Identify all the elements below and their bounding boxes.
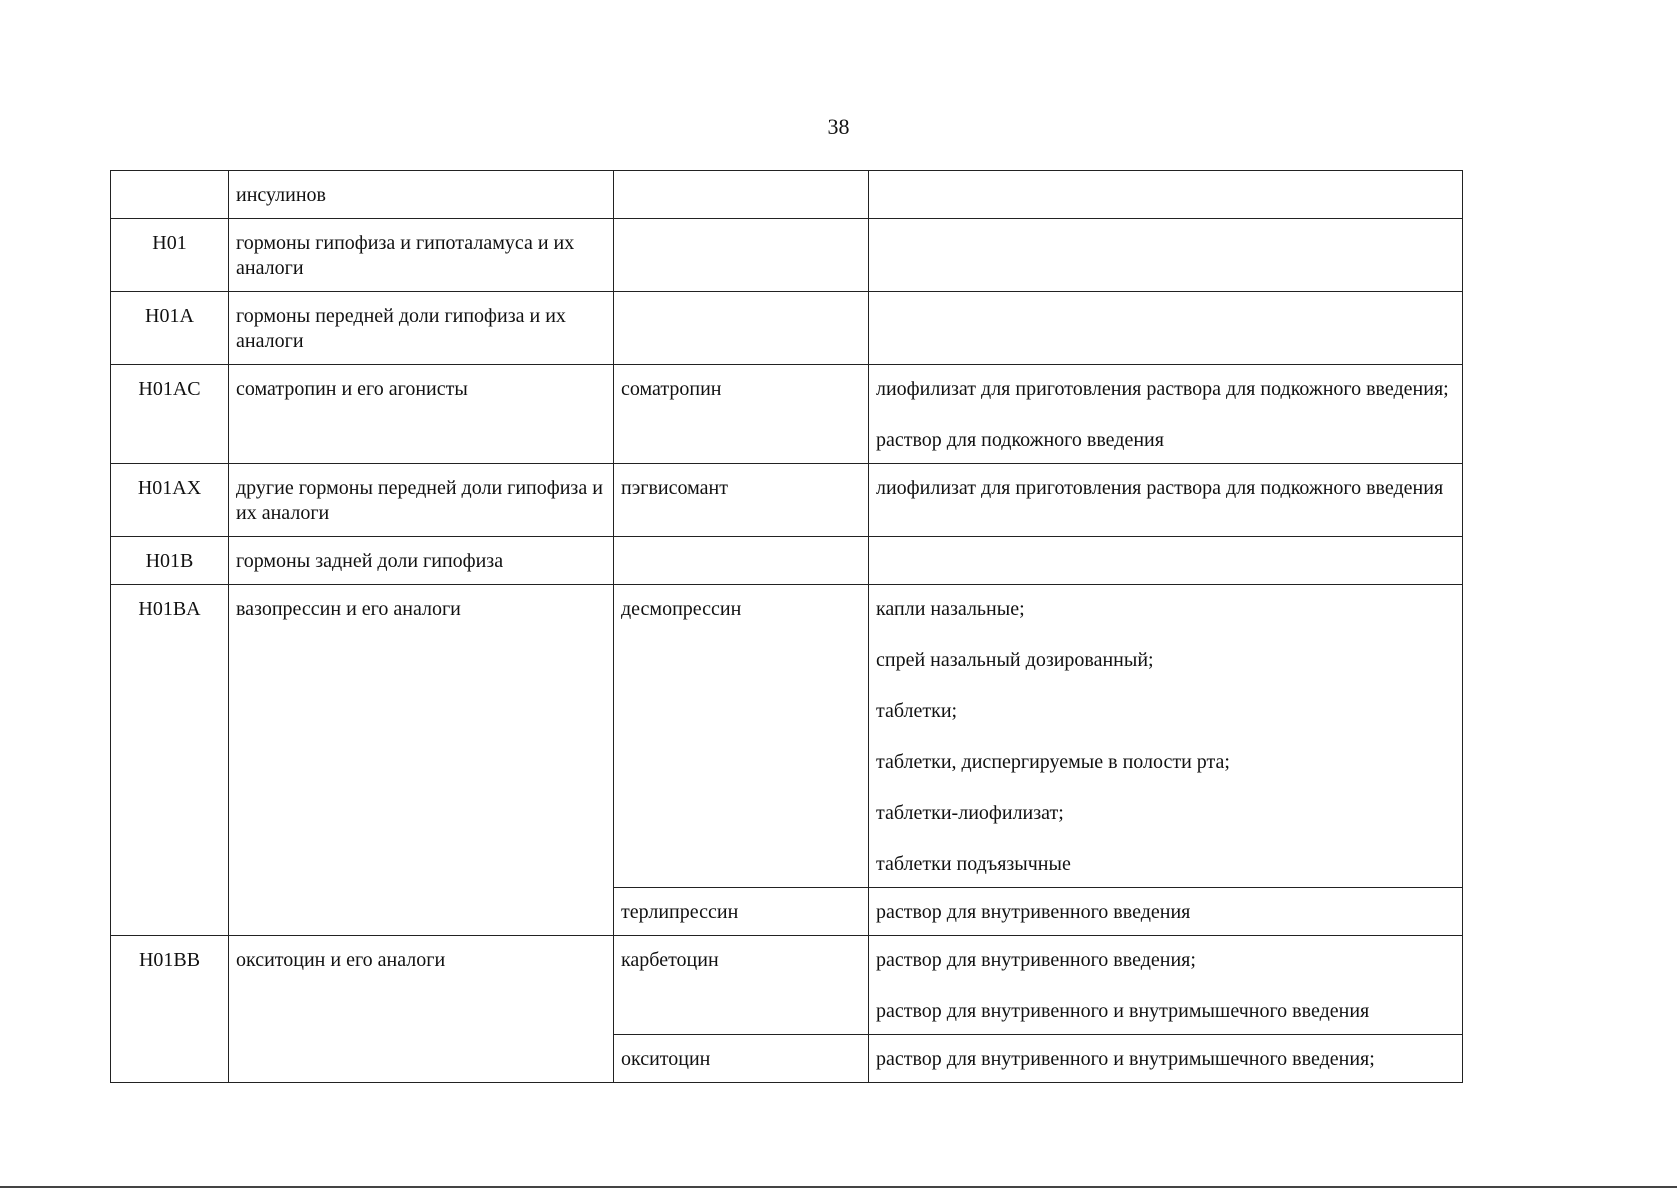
substance: пэгвисомант [614, 464, 869, 537]
dosage-form: лиофилизат для приготовления раствора для подкожного введения [876, 477, 1444, 499]
atc-group: гормоны задней доли гипофиза [229, 537, 614, 585]
table-row [111, 537, 1463, 585]
dosage-forms [869, 365, 1463, 464]
atc-group: окситоцин и его аналоги [229, 936, 614, 1083]
atc-code: H01BB [111, 936, 229, 1083]
dosage-form: таблетки подъязычные [876, 853, 1071, 875]
page-bottom-rule [0, 1186, 1677, 1188]
table-row [111, 219, 1463, 292]
table-row [111, 464, 1463, 537]
dosage-form: таблетки; [876, 700, 958, 722]
dosage-form: таблетки-лиофилизат; [876, 802, 1064, 824]
dosage-forms [869, 219, 1463, 292]
dosage-forms [869, 888, 1463, 936]
dosage-forms [869, 936, 1463, 1035]
atc-group: вазопрессин и его аналоги [229, 585, 614, 936]
dosage-form: капли назальные; [876, 598, 1025, 620]
dosage-form: лиофилизат для приготовления раствора для подкожного введения; [876, 378, 1449, 400]
dosage-form: раствор для внутривенного и внутримышечного введения [876, 1000, 1370, 1022]
atc-code: H01A [111, 292, 229, 365]
table-row [111, 171, 1463, 219]
page-number: 38 [827, 114, 850, 139]
substance: десмопрессин [614, 585, 869, 888]
dosage-forms [869, 1035, 1463, 1083]
substance: окситоцин [614, 1035, 869, 1083]
table-row [111, 365, 1463, 464]
dosage-forms [869, 585, 1463, 888]
substance [614, 171, 869, 219]
dosage-form: раствор для внутривенного введения [876, 901, 1191, 923]
atc-code: H01B [111, 537, 229, 585]
dosage-form: раствор для подкожного введения [876, 429, 1164, 451]
table-row [111, 292, 1463, 365]
substance: карбетоцин [614, 936, 869, 1035]
dosage-forms [869, 171, 1463, 219]
table-row [111, 585, 1463, 888]
dosage-forms [869, 537, 1463, 585]
substance: терлипрессин [614, 888, 869, 936]
atc-code: H01AX [111, 464, 229, 537]
substance [614, 292, 869, 365]
atc-group: гормоны передней доли гипофиза и их аналоги [229, 292, 614, 365]
atc-group: инсулинов [229, 171, 614, 219]
dosage-form: таблетки, диспергируемые в полости рта; [876, 751, 1230, 773]
atc-code: H01AC [111, 365, 229, 464]
atc-group: другие гормоны передней доли гипофиза и их аналоги [229, 464, 614, 537]
dosage-forms [869, 464, 1463, 537]
atc-code [111, 171, 229, 219]
dosage-forms [869, 292, 1463, 365]
substance [614, 537, 869, 585]
atc-code: H01BA [111, 585, 229, 936]
atc-group: соматропин и его агонисты [229, 365, 614, 464]
table-row [111, 936, 1463, 1035]
atc-group: гормоны гипофиза и гипоталамуса и их аналоги [229, 219, 614, 292]
dosage-form: спрей назальный дозированный; [876, 649, 1154, 671]
atc-code: H01 [111, 219, 229, 292]
substance [614, 219, 869, 292]
dosage-form: раствор для внутривенного введения; [876, 949, 1196, 971]
substance: соматропин [614, 365, 869, 464]
dosage-form: раствор для внутривенного и внутримышечного введения; [876, 1048, 1375, 1070]
drug-table [110, 170, 1463, 1083]
